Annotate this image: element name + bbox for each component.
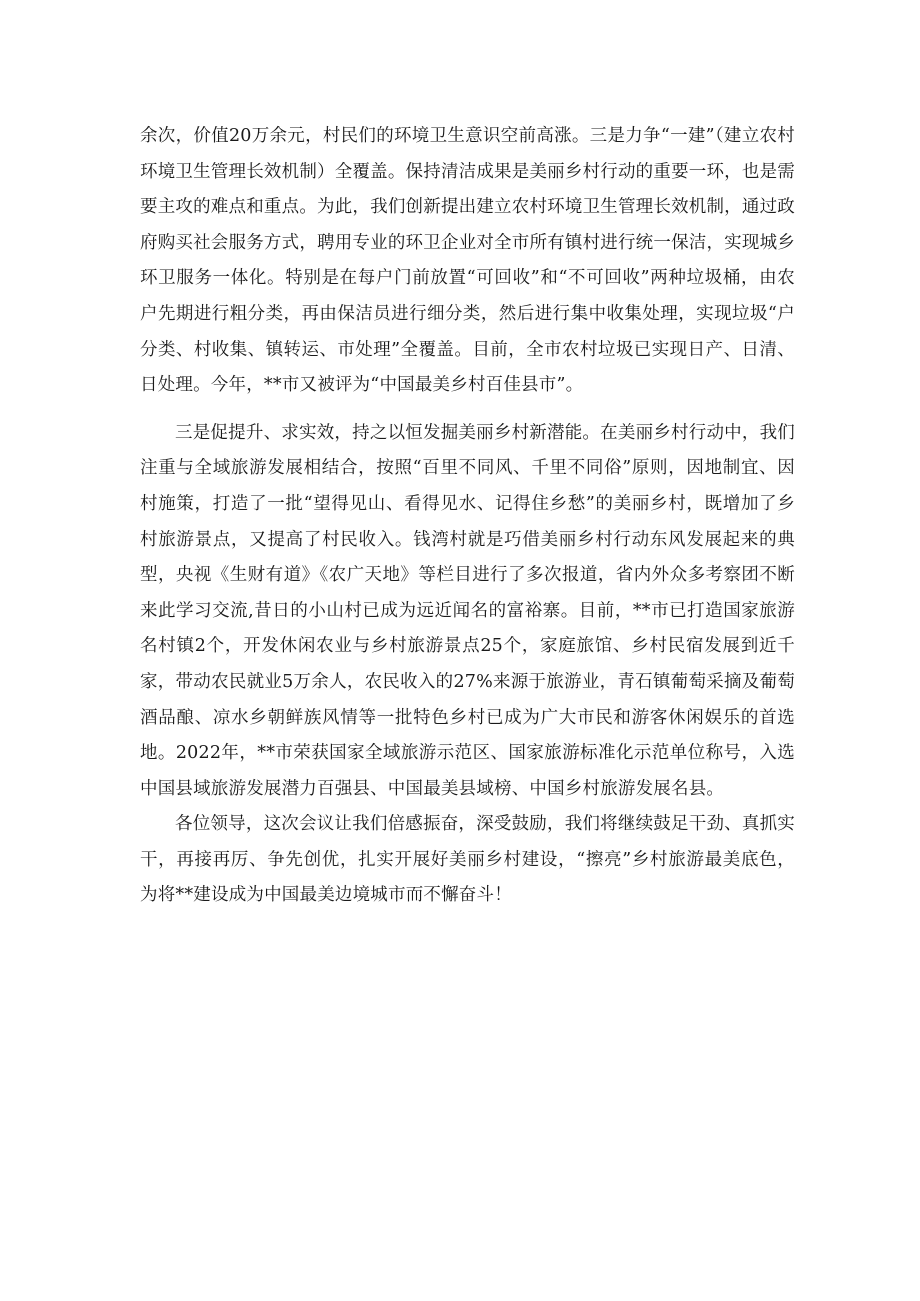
paragraph-continued: 余次，价值20万余元，村民们的环境卫生意识空前高涨。三是力争“一建”（建立农村环境卫生管理长效机制）全覆盖。保持清洁成果是美丽乡村行动的重要一环，也是需要主攻的难点和重点。为此，我们创新提出建立农村环境卫生管理长效机制，通过政府购买社会服务方式，聘用专业的环卫企业对全市所有镇村进行统一保洁，实现城乡环卫服务一体化。特别是在每户门前放置“可回收”和“不可回收”两种垃圾桶，由农户先期进行粗分类，再由保洁员进行细分类，然后进行集中收集处理，实现垃圾“户分类、村收集、镇转运、市处理”全覆盖。目前，全市农村垃圾已实现日产、日清、日处理。今年，**市又被评为“中国最美乡村百佳县市”。 [140, 126, 795, 396]
paragraph-closing: 各位领导，这次会议让我们倍感振奋，深受鼓励，我们将继续鼓足干劲、真抓实干，再接再厉、争先创优，扎实开展好美丽乡村建设，“擦亮”乡村旅游最美底色，为将**建设成为中国最美边境城市而不懈奋斗！ [140, 814, 795, 906]
document-body [140, 119, 795, 914]
paragraph-tourism: 三是促提升、求实效，持之以恒发掘美丽乡村新潜能。在美丽乡村行动中，我们注重与全域旅游发展相结合，按照“百里不同风、千里不同俗”原则，因地制宜、因村施策，打造了一批“望得见山、看得见水、记得住乡愁”的美丽乡村，既增加了乡村旅游景点，又提高了村民收入。钱湾村就是巧借美丽乡村行动东风发展起来的典型，央视《生财有道》《农广天地》等栏目进行了多次报道，省内外众多考察团不断来此学习交流,昔日的小山村已成为远近闻名的富裕寨。目前，**市已打造国家旅游名村镇2个，开发休闲农业与乡村旅游景点25个，家庭旅馆、乡村民宿发展到近千家，带动农民就业5万余人，农民收入的27%来源于旅游业，青石镇葡萄采摘及葡萄酒品酿、凉水乡朝鲜族风情等一批特色乡村已成为广大市民和游客休闲娱乐的首选地。2022年，**市荣获国家全域旅游示范区、国家旅游标准化示范单位称号，入选中国县域旅游发展潜力百强县、中国最美县域榜、中国乡村旅游发展名县。 [140, 422, 795, 799]
